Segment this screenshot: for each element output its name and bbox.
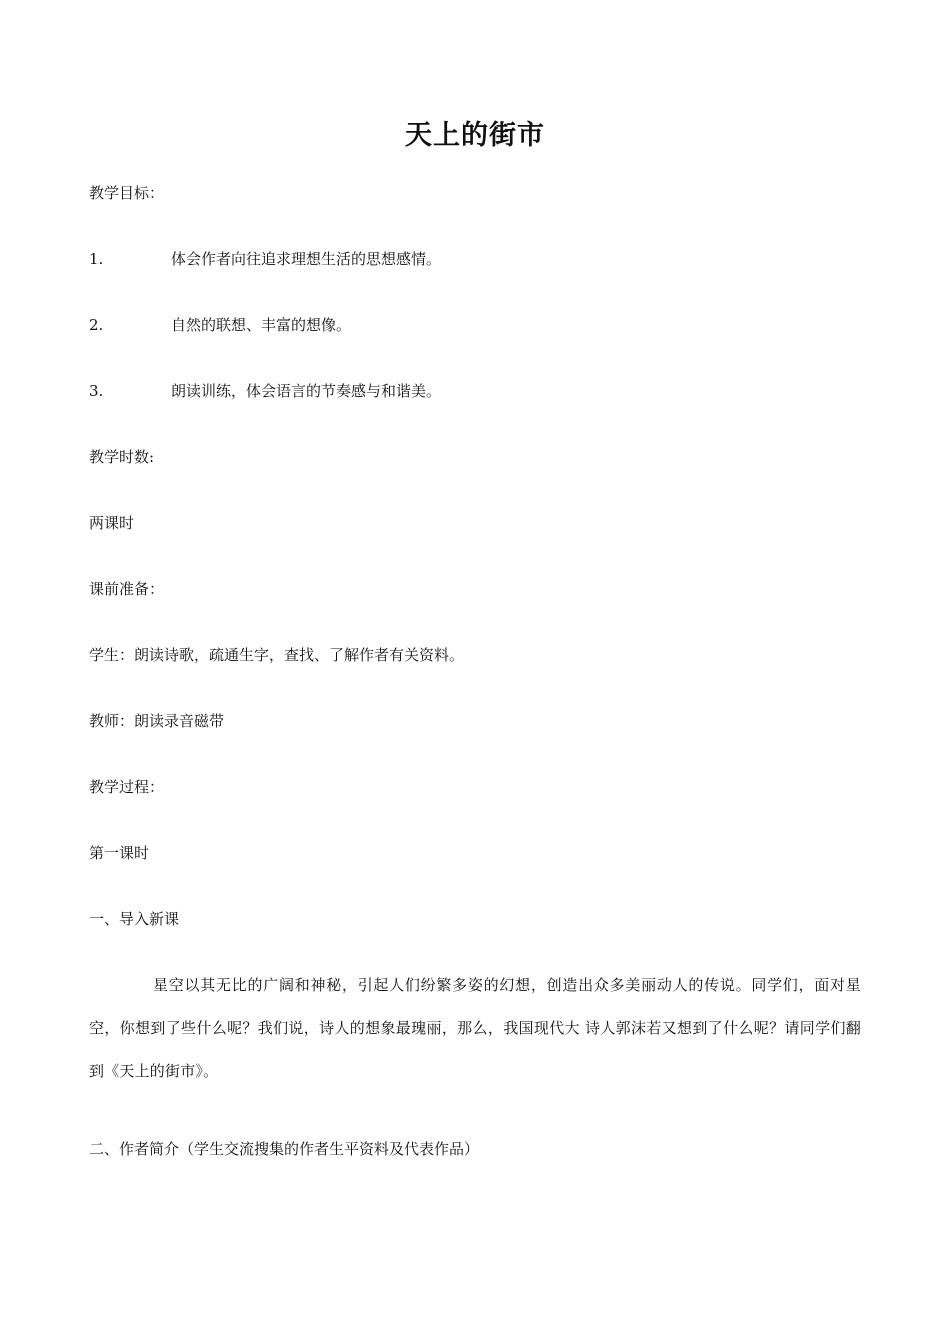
- objective-text: 自然的联想、丰富的想像。: [171, 316, 352, 334]
- objectives-heading: 教学目标：: [89, 184, 165, 202]
- hours-heading: 教学时数:: [89, 448, 155, 466]
- section-two-heading: 二、作者简介（学生交流搜集的作者生平资料及代表作品）: [89, 1140, 480, 1158]
- objective-number: 1.: [89, 250, 104, 268]
- lesson-one-heading: 第一课时: [89, 844, 150, 862]
- section-one-heading: 一、导入新课: [89, 910, 180, 928]
- document-title: 天上的街市: [405, 120, 545, 151]
- objective-number: 2.: [89, 316, 104, 334]
- hours-value: 两课时: [89, 514, 135, 532]
- prep-teacher: 教师：朗读录音磁带: [89, 712, 225, 730]
- prep-student: 学生：朗读诗歌，疏通生字，查找、了解作者有关资料。: [89, 646, 465, 664]
- intro-paragraph: 星空以其无比的广阔和神秘，引起人们纷繁多姿的幻想，创造出众多美丽动人的传说。同学们，面对星空，你想到了些什么呢？我们说，诗人的想象最瑰丽，那么，我国现代大 诗人郭沫若又想到了什么呢？请同学们翻到《天上的街市》。: [89, 976, 861, 1080]
- objective-number: 3.: [89, 382, 104, 400]
- objective-text: 体会作者向往追求理想生活的思想感情。: [171, 250, 442, 268]
- prep-heading: 课前准备：: [89, 580, 165, 598]
- process-heading: 教学过程：: [89, 778, 165, 796]
- objective-text: 朗读训练，体会语言的节奏感与和谐美。: [171, 382, 442, 400]
